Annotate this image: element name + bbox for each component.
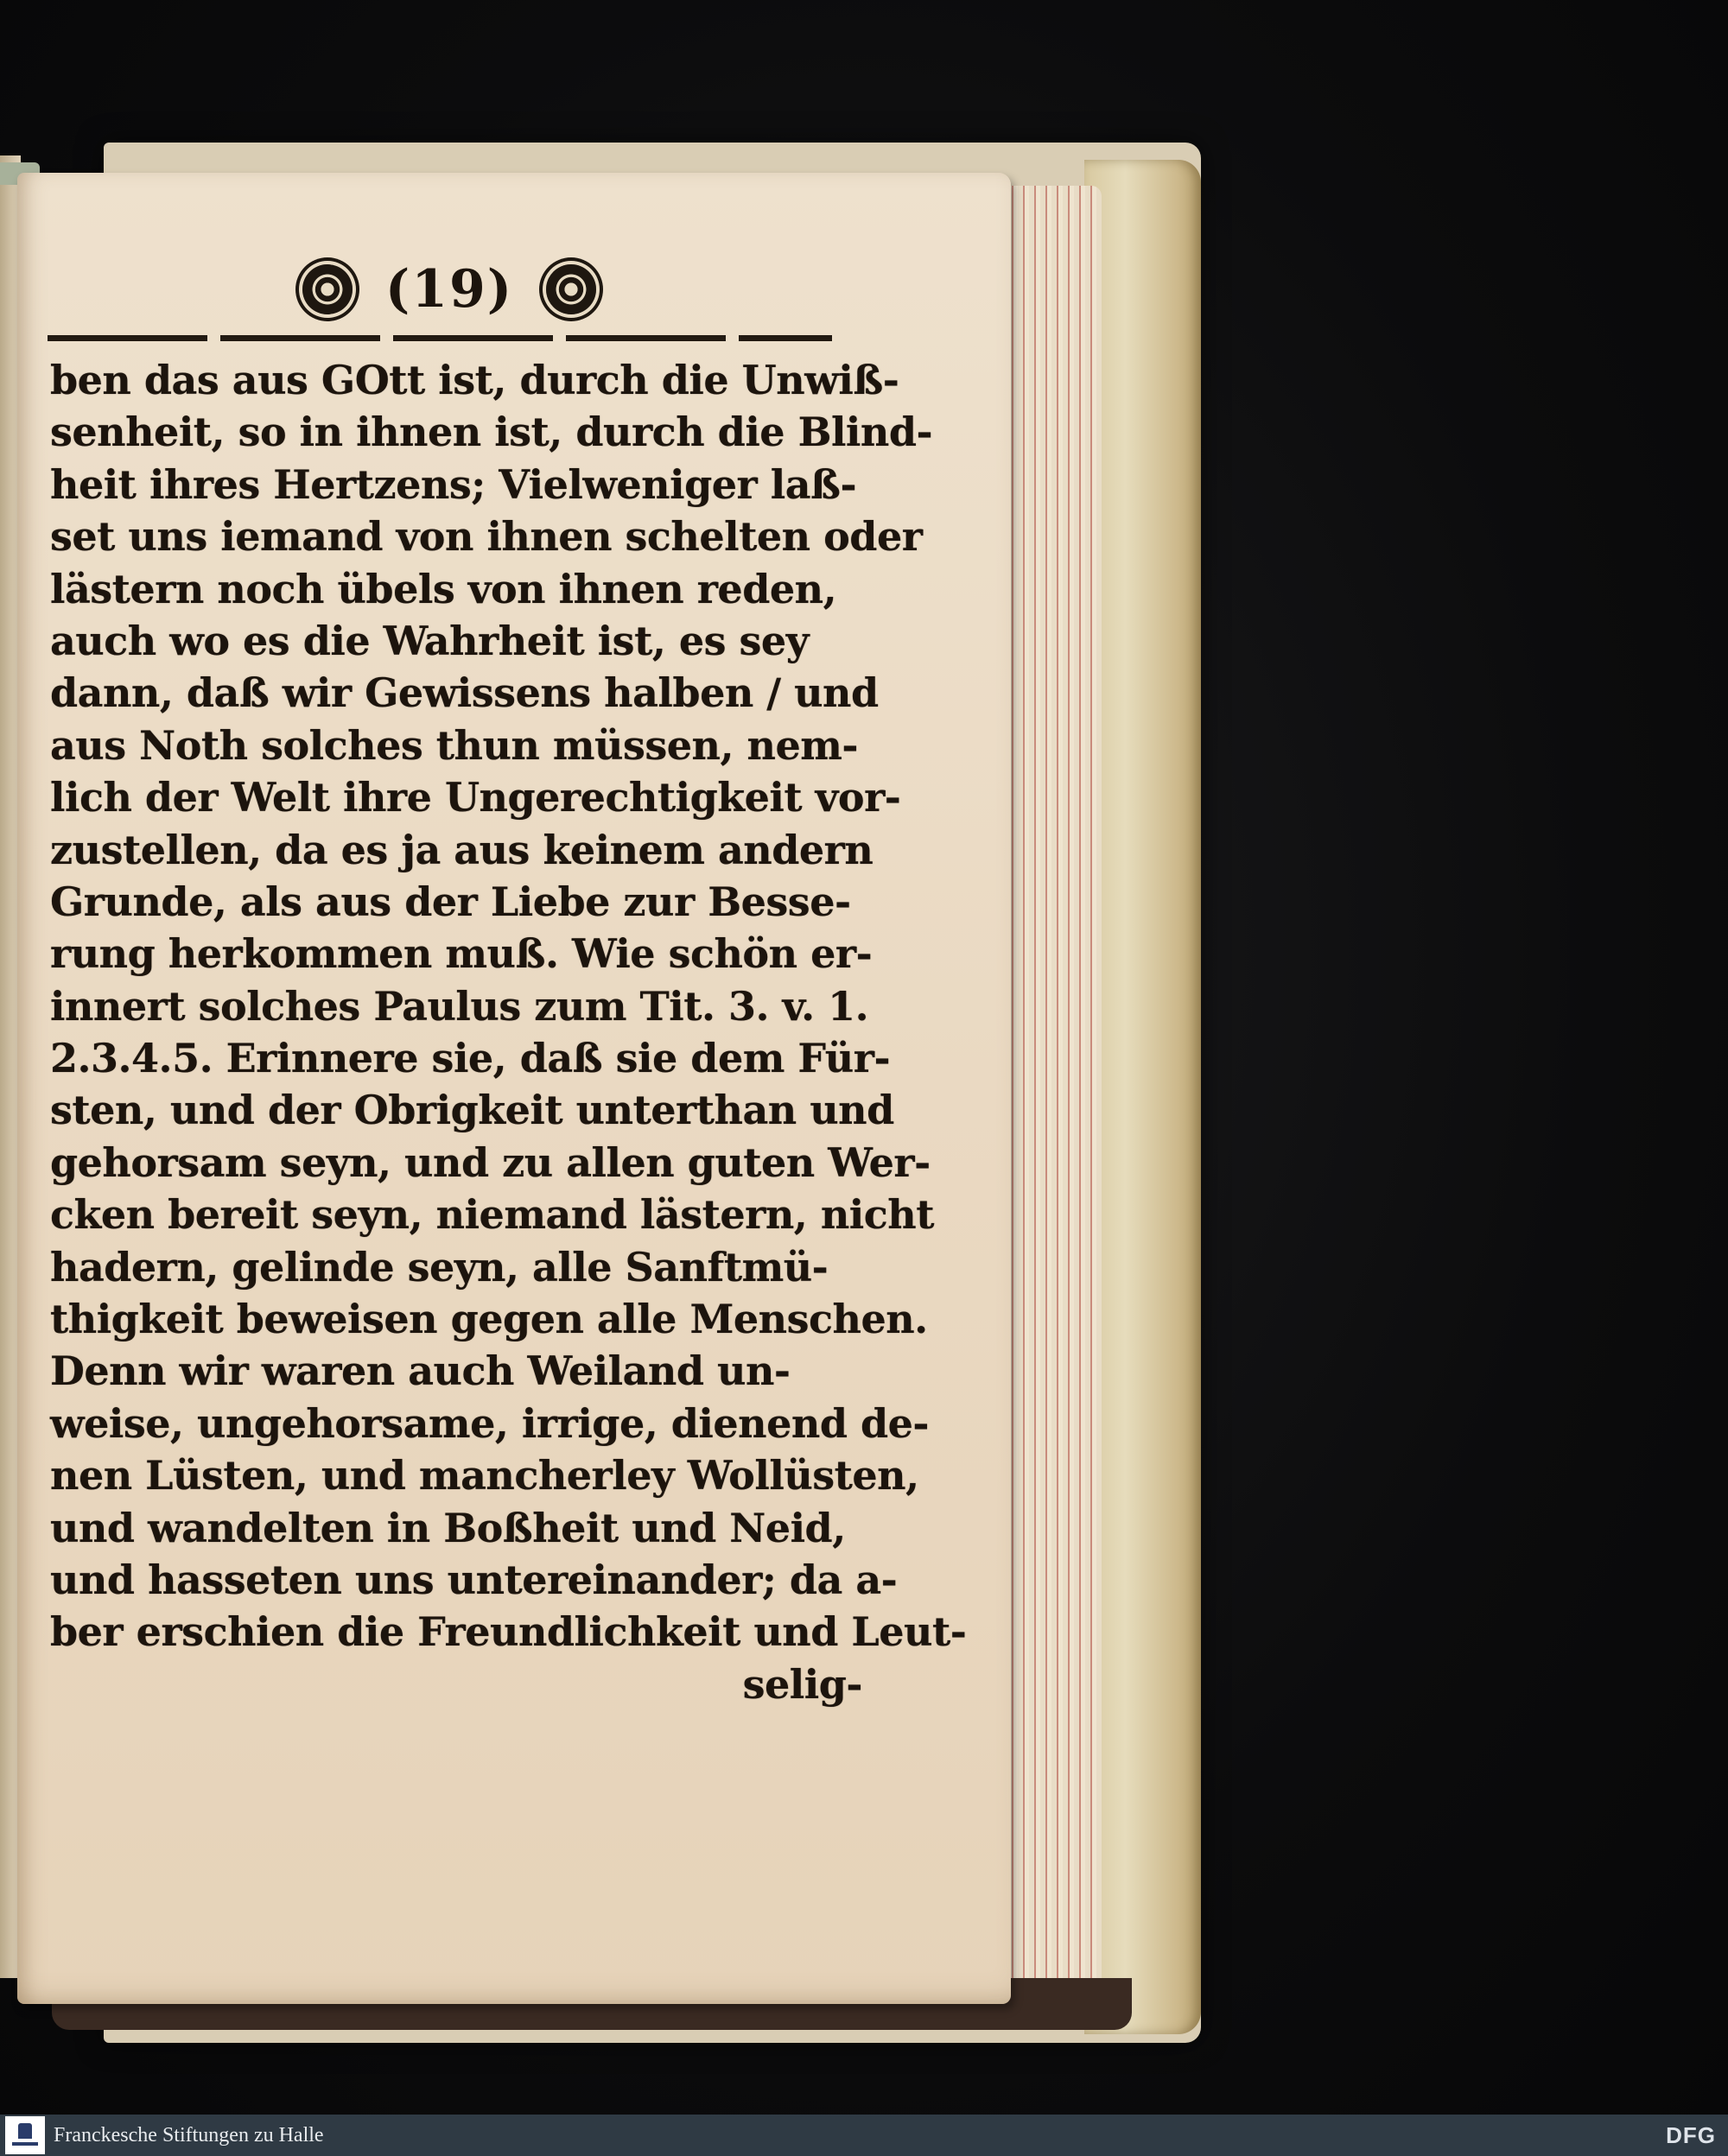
ornament-left-icon	[302, 264, 353, 314]
text-line: ber erschien die Freundlichkeit und Leut-	[50, 1608, 967, 1656]
text-line: auch wo es die Wahrheit ist, es sey	[50, 617, 809, 664]
text-line: hadern, gelinde seyn, alle Sanftmü-	[50, 1243, 829, 1290]
ornament-right-icon	[546, 264, 596, 314]
text-line: und hasseten uns untereinander; da a-	[50, 1556, 898, 1603]
text-line: senheit, so in ihnen ist, durch die Blind-	[50, 409, 933, 456]
page-header	[276, 250, 622, 328]
text-line: Denn wir waren auch Weiland un-	[50, 1348, 791, 1395]
text-line: lästern noch übels von ihnen reden,	[50, 565, 837, 612]
text-line: lich der Welt ihre Ungerechtigkeit vor-	[50, 774, 901, 821]
page-text	[50, 354, 967, 1710]
book-spine	[1084, 160, 1201, 2034]
text-line: und wandelten in Boßheit und Neid,	[50, 1504, 846, 1551]
text-line: heit ihres Hertzens; Vielweniger laß-	[50, 460, 857, 508]
text-line: dann, daß wir Gewissens halben / und	[50, 669, 879, 717]
funder-logo: DFG	[1666, 2121, 1716, 2148]
text-line: gehorsam seyn, und zu allen guten Wer-	[50, 1138, 931, 1186]
text-line: rung herkommen muß. Wie schön er-	[50, 930, 873, 978]
text-line: aus Noth solches thun müssen, nem-	[50, 721, 859, 769]
text-line: cken bereit seyn, niemand lästern, nicht	[50, 1191, 934, 1239]
page-edges	[1007, 186, 1102, 2008]
text-line: ben das aus GOtt ist, durch die Unwiß-	[50, 357, 899, 403]
text-line: 2.3.4.5. Erinnere sie, daß sie dem Für-	[50, 1035, 891, 1082]
catchword: selig-	[742, 1660, 862, 1708]
text-line: nen Lüsten, und mancherley Wollüsten,	[50, 1452, 919, 1500]
institution-logo-icon[interactable]	[5, 2116, 45, 2154]
page-number: (19)	[384, 259, 514, 320]
institution-name: Franckesche Stiftungen zu Halle	[54, 2123, 324, 2146]
text-line: innert solches Paulus zum Tit. 3. v. 1.	[50, 982, 869, 1030]
text-line: sten, und der Obrigkeit unterthan und	[50, 1087, 894, 1134]
text-line: thigkeit beweisen gegen alle Menschen.	[50, 1296, 928, 1343]
text-line: Grunde, als aus der Liebe zur Besse-	[50, 878, 851, 925]
header-rule	[48, 335, 832, 341]
text-line: zustellen, da es ja aus keinem andern	[50, 826, 874, 873]
text-line: weise, ungehorsame, irrige, dienend de-	[50, 1399, 930, 1447]
text-line: set uns iemand von ihnen schelten oder	[50, 513, 923, 561]
footer-bar	[0, 2115, 1728, 2156]
